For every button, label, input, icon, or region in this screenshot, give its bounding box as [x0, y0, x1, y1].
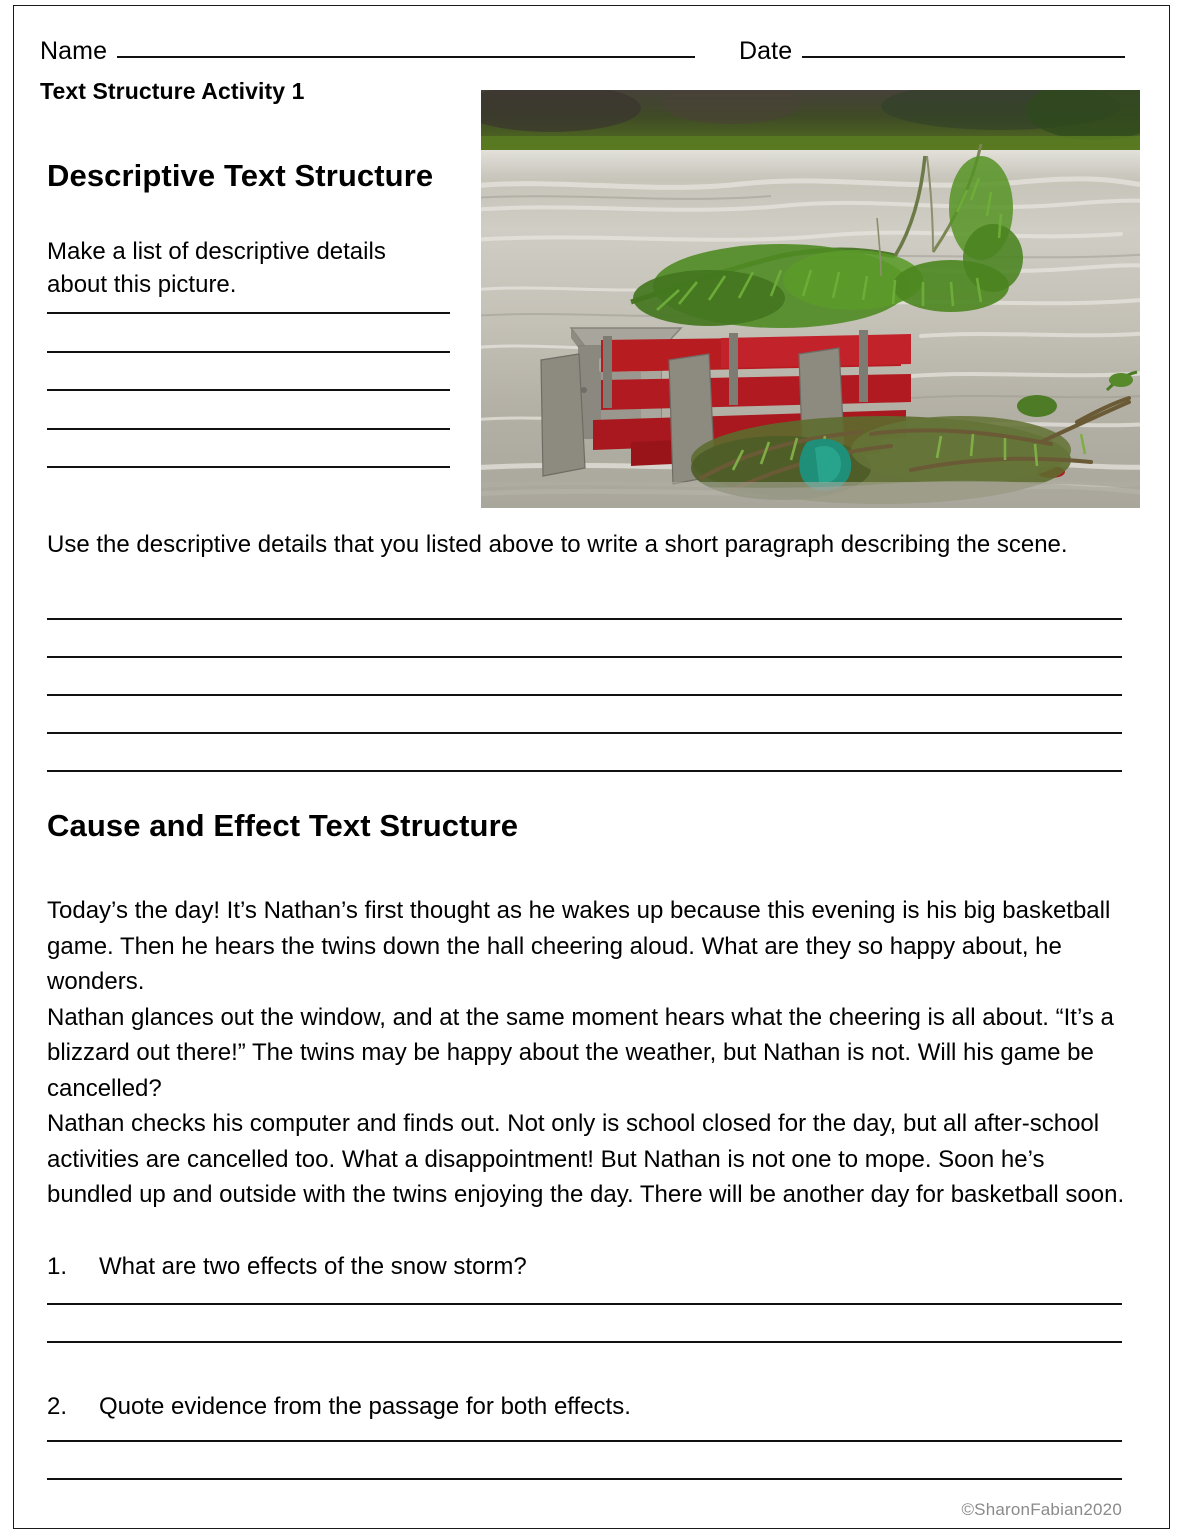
name-blank-line[interactable] — [117, 56, 695, 58]
passage-paragraph: Nathan checks his computer and finds out. Not only is school closed for the day, but all after-school activities are cancelled too. What a disappointment! But Nathan is not one to mope. Soon he’s bundled up and outside with the twins enjoying the day. There will be another day for basketball soon. — [47, 1110, 1125, 1208]
flood-photo-illustration — [481, 90, 1140, 508]
answer-line[interactable] — [47, 1303, 1122, 1305]
answer-line[interactable] — [47, 466, 450, 468]
paragraph-instruction: Use the descriptive details that you listed above to write a short paragraph describing the scene. — [47, 531, 1068, 558]
answer-line[interactable] — [47, 732, 1122, 734]
answer-line[interactable] — [47, 1478, 1122, 1480]
answer-line[interactable] — [47, 428, 450, 430]
question-1 — [47, 1252, 1125, 1282]
answer-line[interactable] — [47, 389, 450, 391]
passage-paragraph: Today’s the day! It’s Nathan’s first thought as he wakes up because this evening is his big basketball game. Then he hears the twins down the hall cheering aloud. What are they so happy about, he wonders. — [47, 897, 1111, 995]
descriptive-instruction: Make a list of descriptive details about this picture. — [47, 238, 386, 298]
flood-photo — [481, 90, 1140, 508]
header-row — [40, 38, 1125, 64]
date-field[interactable] — [739, 38, 1125, 64]
answer-line[interactable] — [47, 618, 1122, 620]
descriptive-answer-lines[interactable] — [47, 312, 450, 505]
answer-line[interactable] — [47, 656, 1122, 658]
name-label: Name — [40, 37, 108, 65]
descriptive-section-heading: Descriptive Text Structure — [47, 158, 434, 193]
paragraph-answer-lines[interactable] — [47, 618, 1122, 808]
cause-effect-passage — [47, 893, 1125, 1213]
question-2 — [47, 1392, 1125, 1422]
date-label: Date — [739, 37, 793, 65]
question-2-number: 2. — [47, 1393, 68, 1420]
answer-line[interactable] — [47, 694, 1122, 696]
question-2-text: Quote evidence from the passage for both effects. — [99, 1393, 631, 1420]
answer-line[interactable] — [47, 351, 450, 353]
date-blank-line[interactable] — [802, 56, 1125, 58]
question-1-number: 1. — [47, 1253, 68, 1280]
answer-line[interactable] — [47, 770, 1122, 772]
cause-effect-section-heading: Cause and Effect Text Structure — [47, 808, 519, 843]
answer-line[interactable] — [47, 1440, 1122, 1442]
question-1-text: What are two effects of the snow storm? — [99, 1253, 527, 1280]
activity-title: Text Structure Activity 1 — [40, 78, 305, 104]
passage-paragraph: Nathan glances out the window, and at the same moment hears what the cheering is all about. “It’s a blizzard out there!” The twins may be happy about the weather, but Nathan is not. Will his game be cancelled? — [47, 1003, 1114, 1102]
answer-line[interactable] — [47, 1341, 1122, 1343]
question-1-answer-lines[interactable] — [47, 1303, 1122, 1379]
answer-line[interactable] — [47, 312, 450, 314]
copyright-notice: ©SharonFabian2020 — [961, 1500, 1122, 1519]
name-field[interactable] — [40, 38, 695, 64]
